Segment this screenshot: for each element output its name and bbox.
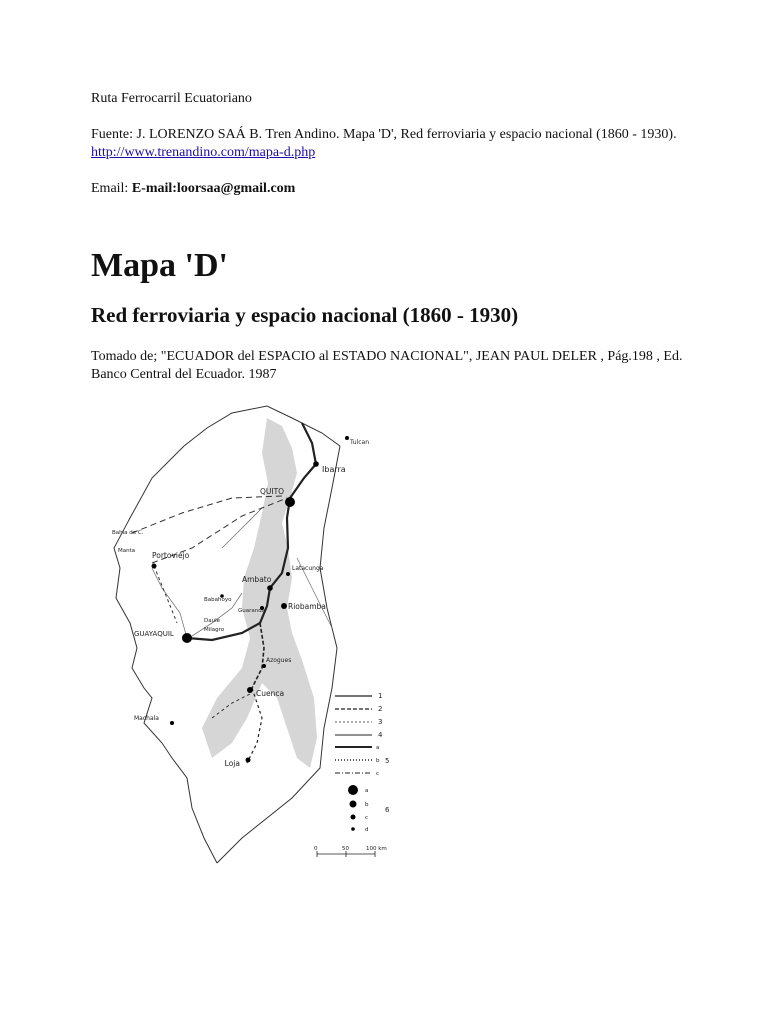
city-dot-portoviejo [152, 564, 157, 569]
legend-num-1: 1 [378, 692, 383, 700]
legend-point-a [348, 785, 358, 795]
projected-line-portoviejo [154, 566, 177, 623]
highlands-shading [202, 418, 317, 768]
map-legend [335, 696, 372, 773]
coastline [114, 446, 217, 863]
email-label: Email: [91, 181, 129, 196]
legend-point-d [351, 827, 355, 831]
city-dot-quito [285, 497, 295, 507]
source-paragraph [91, 126, 691, 162]
city-dot-ambato [267, 585, 273, 591]
label-guayaquil: GUAYAQUIL [134, 630, 174, 638]
city-dot-ibarra [313, 461, 319, 467]
document-title-line: Ruta Ferrocarril Ecuatoriano [91, 91, 252, 106]
label-loja: Loja [224, 759, 240, 768]
sub-heading: Red ferroviaria y espacio nacional (1860 - 1930) [91, 303, 519, 327]
river-guayas [152, 568, 187, 638]
legend-num-6: 6 [385, 806, 390, 814]
legend-point-label-d: d [365, 827, 369, 833]
scale-label-100: 100 km [366, 846, 387, 852]
city-dot-riobamba [281, 603, 287, 609]
legend-num-3: 3 [378, 718, 383, 726]
city-dot-tulcan [345, 436, 349, 440]
label-latacunga: Latacunga [292, 565, 324, 572]
email-paragraph [91, 180, 295, 198]
source-link[interactable]: http://www.trenandino.com/mapa-d.php [91, 145, 316, 160]
label-cuenca: Cuenca [256, 689, 285, 698]
label-milagro: Milagro [204, 627, 225, 633]
legend-point-label-b: b [365, 802, 369, 808]
legend-num-2: 2 [378, 705, 383, 713]
label-riobamba: Riobamba [288, 602, 326, 611]
label-ambato: Ambato [242, 575, 272, 584]
label-portoviejo: Portoviejo [152, 551, 190, 560]
legend-point-label-a: a [365, 788, 369, 794]
source-text: J. LORENZO SAÁ B. Tren Andino. Mapa 'D', Red ferroviaria y espacio nacional (1860 - 1930). [136, 127, 677, 142]
city-dot-loja [246, 758, 251, 763]
city-dot-cuenca [247, 687, 253, 693]
city-dot-azogues [262, 664, 266, 668]
label-babahoyo: Babahoyo [204, 597, 232, 603]
label-ibarra: Ibarra [322, 465, 346, 474]
legend-sub-b: b [376, 758, 380, 764]
label-guaranda: Guaranda [238, 608, 266, 614]
source-label: Fuente: [91, 127, 133, 142]
label-daule: Daule [204, 618, 221, 624]
label-azogues: Azogues [266, 657, 292, 664]
main-heading: Mapa 'D' [91, 247, 228, 284]
label-quito: QUITO [260, 487, 285, 496]
northern-border [184, 406, 340, 446]
railway-map-figure [92, 398, 395, 868]
label-bahia: Bahia de C. [112, 530, 144, 536]
legend-num-4: 4 [378, 731, 383, 739]
legend-sub-c: c [376, 771, 380, 777]
city-dot-guayaquil [182, 633, 192, 643]
label-tulcan: Tulcan [350, 439, 370, 446]
scale-label-0: 0 [314, 846, 318, 852]
legend-point-label-c: c [365, 815, 369, 821]
legend-num-5: 5 [385, 757, 390, 765]
legend-point-c [351, 815, 356, 820]
label-manta: Manta [118, 548, 136, 554]
citation-paragraph: Tomado de; "ECUADOR del ESPACIO al ESTADO NACIONAL", JEAN PAUL DELER , Pág.198 , Ed. Banco Central del Ecuador. 1987 [91, 349, 683, 382]
city-dot-machala [170, 721, 174, 725]
city-dot-latacunga [286, 572, 290, 576]
legend-point-b [350, 801, 357, 808]
email-value: E-mail:loorsaa@gmail.com [131, 181, 296, 196]
legend-sub-a: a [376, 745, 380, 751]
scale-label-50: 50 [342, 846, 349, 852]
label-machala: Machala [134, 715, 159, 722]
